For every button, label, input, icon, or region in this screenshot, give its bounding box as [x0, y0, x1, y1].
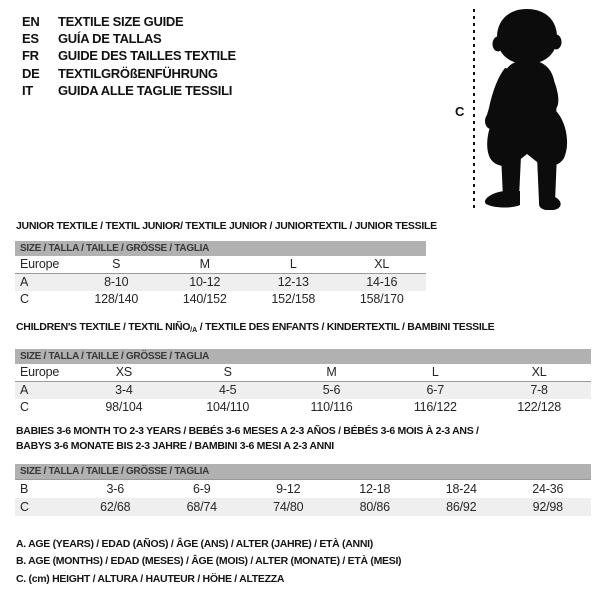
table-cell: XL — [374, 257, 390, 271]
language-code: EN — [22, 14, 40, 29]
table-row-b — [15, 480, 591, 498]
heading-text: BABYS 3-6 MONATE BIS 2-3 JAHRE / BAMBINI 3-6 MESI A 2-3 ANNI — [16, 440, 334, 452]
table-cell: 12-13 — [277, 275, 309, 289]
row-label: C — [20, 292, 29, 306]
table-cell: 3-4 — [115, 383, 133, 397]
table-row-a — [15, 381, 591, 399]
table-cell: 116/122 — [413, 400, 457, 414]
table-cell: 6-7 — [426, 383, 445, 397]
table-row-c — [15, 291, 426, 308]
language-row-fr — [22, 47, 236, 64]
row-label: B — [20, 482, 29, 496]
junior-section-heading — [16, 219, 437, 234]
row-label: C — [20, 400, 29, 414]
table-cell: 128/140 — [94, 292, 139, 306]
row-label: A — [20, 383, 29, 397]
table-cell: S — [112, 257, 121, 271]
table-cell: 24-36 — [532, 482, 564, 496]
footnotes — [16, 536, 401, 588]
table-row-europe — [15, 256, 426, 273]
language-title: TEXTILGRÖßENFÜHRUNG — [58, 65, 218, 81]
language-title: TEXTILE SIZE GUIDE — [58, 14, 184, 29]
toddler-silhouette-icon — [482, 8, 576, 210]
table-cell: 12-18 — [359, 482, 391, 496]
table-cell: XS — [115, 365, 133, 379]
table-row-europe — [15, 364, 591, 381]
heading-text: JUNIOR TEXTILE / TEXTIL JUNIOR/ TEXTILE JUNIOR / JUNIORTEXTIL / JUNIOR TESSILE — [16, 220, 437, 232]
table-row-c — [15, 399, 591, 416]
table-cell: M — [326, 365, 337, 379]
table-cell: 122/128 — [517, 400, 561, 414]
table-cell: L — [289, 257, 297, 271]
subscript-text: /A — [190, 327, 198, 334]
table-cell: 18-24 — [445, 482, 477, 496]
row-label: Europe — [20, 365, 60, 379]
size-header-bar: SIZE / TALLA / TAILLE / GRÖSSE / TAGLIA — [15, 349, 591, 364]
table-cell: 5-6 — [322, 383, 341, 397]
language-title: GUÍA DE TALLAS — [58, 31, 162, 47]
table-cell: L — [431, 365, 439, 379]
table-cell: 62/68 — [100, 500, 131, 514]
children-section-heading — [16, 320, 494, 338]
junior-size-table — [15, 241, 426, 308]
row-label: Europe — [20, 257, 60, 271]
table-cell: 110/116 — [310, 400, 353, 414]
language-code: FR — [22, 48, 39, 64]
heading-text: CHILDREN'S TEXTILE / TEXTIL NIÑO — [16, 321, 191, 333]
table-cell: XL — [531, 365, 547, 379]
table-row-c — [15, 498, 591, 516]
footnote: A. AGE (YEARS) / EDAD (AÑOS) / ÂGE (ANS) / ALTER (JAHRE) / ETÀ (ANNI) — [16, 538, 373, 550]
language-row-en — [22, 13, 236, 30]
table-cell: M — [199, 257, 210, 271]
size-header-bar: SIZE / TALLA / TAILLE / GRÖSSE / TAGLIA — [15, 241, 426, 256]
table-cell: 86/92 — [446, 500, 477, 514]
junior-heading-line — [16, 219, 437, 234]
language-title: GUIDA ALLE TAGLIE TESSILI — [58, 82, 233, 98]
table-row-a — [15, 273, 426, 291]
table-cell: 6-9 — [193, 482, 211, 496]
table-cell: 3-6 — [106, 482, 124, 496]
language-title: GUIDE DES TAILLES TEXTILE — [58, 48, 236, 64]
table-cell: 92/98 — [532, 500, 563, 514]
table-cell: 10-12 — [189, 275, 221, 289]
table-cell: 68/74 — [186, 500, 217, 514]
table-cell: S — [223, 365, 232, 379]
language-code: DE — [22, 65, 40, 81]
table-cell: 98/104 — [105, 400, 143, 414]
babies-heading-line — [16, 424, 479, 439]
table-cell: 9-12 — [276, 482, 301, 496]
children-heading-line — [16, 320, 494, 338]
table-cell: 7-8 — [530, 383, 548, 397]
table-cell: 104/110 — [206, 400, 250, 414]
size-header-bar: SIZE / TALLA / TAILLE / GRÖSSE / TAGLIA — [15, 464, 591, 480]
babies-heading-line — [16, 439, 479, 454]
heading-text: BABIES 3-6 MONTH TO 2-3 YEARS / BEBÉS 3-6 MESES A 2-3 AÑOS / BÉBÉS 3-6 MOIS À 2-3 ANS / — [16, 425, 479, 437]
language-code: IT — [22, 82, 33, 98]
heading-text: / TEXTILE DES ENFANTS / KINDERTEXTIL / BAMBINI TESSILE — [197, 321, 495, 333]
height-measure-label: C — [455, 104, 465, 119]
table-cell: 74/80 — [273, 500, 304, 514]
language-code: ES — [22, 31, 39, 47]
babies-size-table — [15, 464, 591, 516]
language-header — [22, 13, 236, 99]
language-row-es — [22, 30, 236, 47]
row-label: C — [20, 500, 29, 514]
language-row-it — [22, 82, 236, 99]
height-dashed-line — [473, 9, 475, 210]
row-label: A — [20, 275, 29, 289]
footnote: C. (cm) HEIGHT / ALTURA / HAUTEUR / HÖHE / ALTEZZA — [16, 572, 285, 585]
footnote: B. AGE (MONTHS) / EDAD (MESES) / ÂGE (MOIS) / ALTER (MONATE) / ETÀ (MESI) — [16, 555, 402, 568]
table-cell: 80/86 — [359, 500, 390, 514]
table-cell: 14-16 — [366, 275, 398, 289]
table-cell: 8-10 — [104, 275, 129, 289]
table-cell: 4-5 — [218, 383, 237, 397]
table-cell: 158/170 — [359, 292, 404, 306]
language-row-de — [22, 65, 236, 82]
table-cell: 152/158 — [271, 292, 316, 306]
babies-section-heading — [16, 424, 479, 454]
table-cell: 140/152 — [182, 292, 227, 306]
children-size-table — [15, 349, 591, 416]
